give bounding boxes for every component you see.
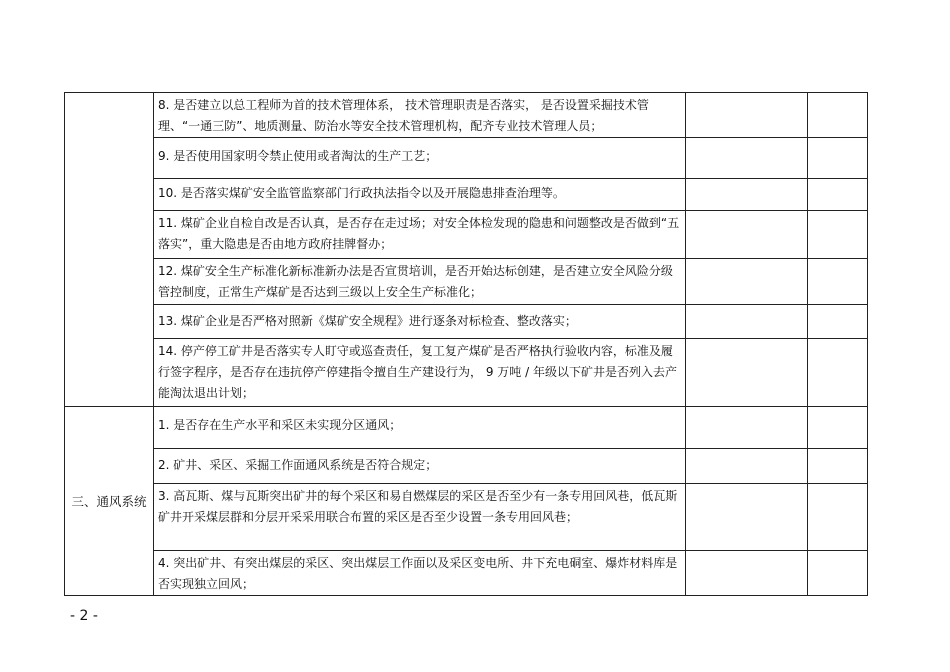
result-cell (686, 484, 808, 551)
check-item: 14. 停产停工矿井是否落实专人盯守或巡查责任，复工复产煤矿是否严格执行验收内容，标准及履行签字程序，是否存在违抗停产停建指令擅自生产建设行为， 9 万吨 / 年级以下矿井是否列入去产能淘汰退出计划； (154, 339, 686, 407)
check-item: 12. 煤矿安全生产标准化新标准新办法是否宣贯培训，是否开始达标创建，是否建立安全风险分级管控制度，正常生产煤矿是否达到三级以上安全生产标准化； (154, 259, 686, 305)
inspection-sheet (64, 92, 867, 596)
check-item: 8. 是否建立以总工程师为首的技术管理体系， 技术管理职责是否落实， 是否设置采掘技术管理、“一通三防”、地质测量、防治水等安全技术管理机构，配齐专业技术管理人员； (154, 93, 686, 138)
remark-cell (808, 551, 868, 596)
table-row (65, 407, 868, 449)
check-item: 1. 是否存在生产水平和采区未实现分区通风； (154, 407, 686, 449)
table-row (65, 93, 868, 138)
inspection-table (64, 92, 868, 596)
remark-cell (808, 339, 868, 407)
check-item: 10. 是否落实煤矿安全监管监察部门行政执法指令以及开展隐患排查治理等。 (154, 179, 686, 211)
result-cell (686, 259, 808, 305)
result-cell (686, 138, 808, 179)
result-cell (686, 211, 808, 259)
remark-cell (808, 138, 868, 179)
result-cell (686, 93, 808, 138)
result-cell (686, 339, 808, 407)
table-row (65, 305, 868, 339)
result-cell (686, 551, 808, 596)
remark-cell (808, 449, 868, 484)
category-cell (65, 93, 154, 407)
table-row (65, 551, 868, 596)
remark-cell (808, 305, 868, 339)
table-row (65, 211, 868, 259)
check-item: 11. 煤矿企业自检自改是否认真，是否存在走过场；对安全体检发现的隐患和问题整改是否做到“五落实”，重大隐患是否由地方政府挂牌督办； (154, 211, 686, 259)
check-item: 9. 是否使用国家明令禁止使用或者淘汰的生产工艺； (154, 138, 686, 179)
table-row (65, 138, 868, 179)
remark-cell (808, 93, 868, 138)
result-cell (686, 179, 808, 211)
remark-cell (808, 211, 868, 259)
table-row (65, 339, 868, 407)
table-row (65, 179, 868, 211)
check-item: 4. 突出矿井、有突出煤层的采区、突出煤层工作面以及采区变电所、井下充电硐室、爆炸材料库是否实现独立回风； (154, 551, 686, 596)
category-cell: 三、通风系统 (65, 407, 154, 596)
remark-cell (808, 484, 868, 551)
table-row (65, 449, 868, 484)
result-cell (686, 305, 808, 339)
remark-cell (808, 259, 868, 305)
result-cell (686, 407, 808, 449)
remark-cell (808, 407, 868, 449)
check-item: 3. 高瓦斯、煤与瓦斯突出矿井的每个采区和易自燃煤层的采区是否至少有一条专用回风巷，低瓦斯矿井开采煤层群和分层开采采用联合布置的采区是否至少设置一条专用回风巷； (154, 484, 686, 551)
table-row (65, 484, 868, 551)
page-number: - 2 - (70, 608, 98, 624)
check-item: 2. 矿井、采区、采掘工作面通风系统是否符合规定； (154, 449, 686, 484)
result-cell (686, 449, 808, 484)
table-row (65, 259, 868, 305)
check-item: 13. 煤矿企业是否严格对照新《煤矿安全规程》进行逐条对标检查、整改落实； (154, 305, 686, 339)
remark-cell (808, 179, 868, 211)
